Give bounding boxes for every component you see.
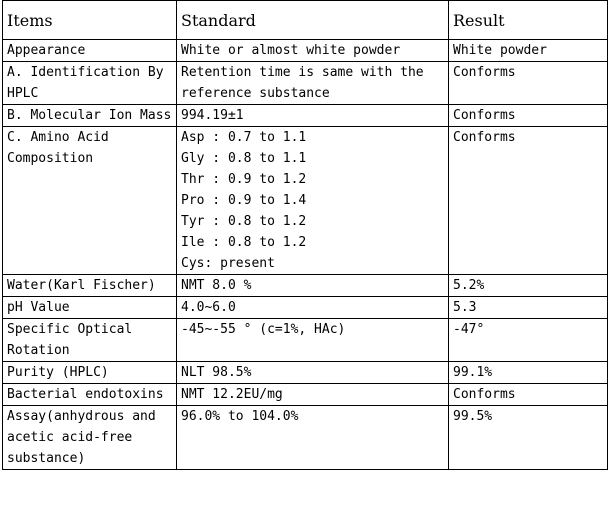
item-cell: A. Identification By HPLC: [3, 62, 177, 105]
table-row: [3, 127, 608, 275]
standard-cell: -45~-55 ° (c=1%, HAc): [177, 319, 449, 362]
header-row: [3, 1, 608, 40]
standard-cell: Retention time is same with the reference substance: [177, 62, 449, 105]
table-row: [3, 319, 608, 362]
standard-cell: 96.0% to 104.0%: [177, 406, 449, 470]
result-cell: Conforms: [449, 127, 608, 275]
standard-cell: NMT 8.0 %: [177, 275, 449, 297]
item-cell: B. Molecular Ion Mass: [3, 105, 177, 127]
item-cell: pH Value: [3, 297, 177, 319]
standard-cell: Asp : 0.7 to 1.1 Gly : 0.8 to 1.1 Thr : 0.9 to 1.2 Pro : 0.9 to 1.4 Tyr : 0.8 to 1.2 Ile : 0.8 to 1.2 Cys: present: [177, 127, 449, 275]
standard-cell: NMT 12.2EU/mg: [177, 384, 449, 406]
result-cell: 99.1%: [449, 362, 608, 384]
specification-table: [2, 0, 608, 470]
table-row: [3, 105, 608, 127]
result-cell: 99.5%: [449, 406, 608, 470]
table-row: [3, 275, 608, 297]
result-cell: -47°: [449, 319, 608, 362]
item-cell: Water(Karl Fischer): [3, 275, 177, 297]
standard-cell: 994.19±1: [177, 105, 449, 127]
item-cell: Bacterial endotoxins: [3, 384, 177, 406]
item-cell: Appearance: [3, 40, 177, 62]
item-cell: Assay(anhydrous and acetic acid-free substance): [3, 406, 177, 470]
table-row: [3, 406, 608, 470]
header-result: Result: [449, 1, 608, 40]
result-cell: Conforms: [449, 62, 608, 105]
item-cell: Specific Optical Rotation: [3, 319, 177, 362]
result-cell: White powder: [449, 40, 608, 62]
header-items: Items: [3, 1, 177, 40]
table-row: [3, 362, 608, 384]
table-row: [3, 384, 608, 406]
table-row: [3, 62, 608, 105]
standard-cell: NLT 98.5%: [177, 362, 449, 384]
table-row: [3, 40, 608, 62]
result-cell: Conforms: [449, 105, 608, 127]
standard-cell: White or almost white powder: [177, 40, 449, 62]
header-standard: Standard: [177, 1, 449, 40]
standard-cell: 4.0~6.0: [177, 297, 449, 319]
item-cell: Purity (HPLC): [3, 362, 177, 384]
item-cell: C. Amino Acid Composition: [3, 127, 177, 275]
table-row: [3, 297, 608, 319]
result-cell: 5.3: [449, 297, 608, 319]
result-cell: Conforms: [449, 384, 608, 406]
result-cell: 5.2%: [449, 275, 608, 297]
